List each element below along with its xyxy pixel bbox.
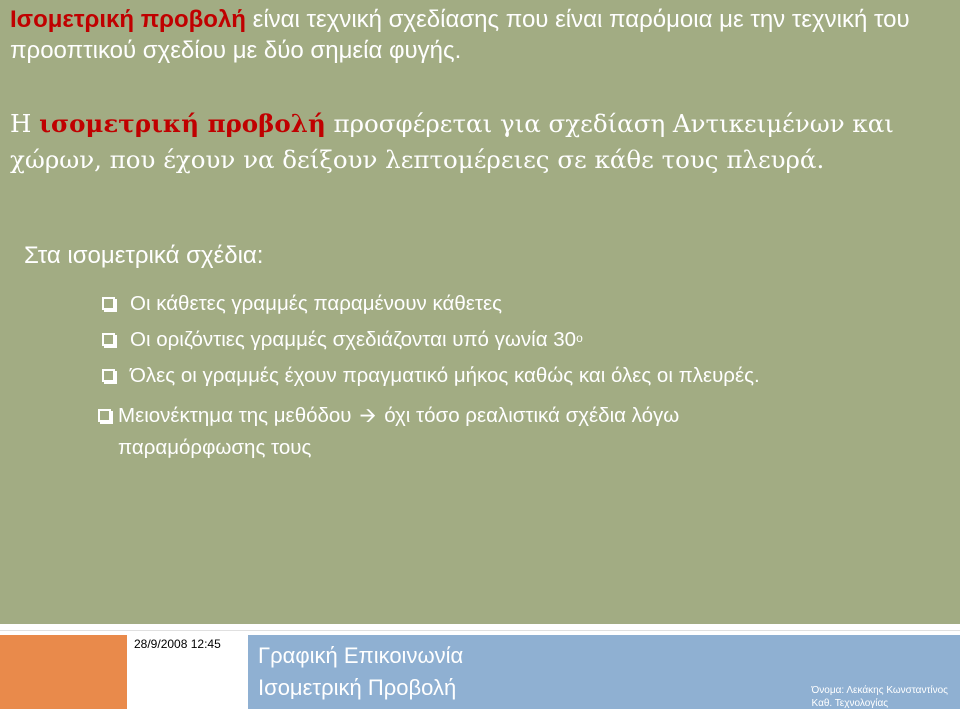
intro-paragraph	[10, 4, 950, 66]
bullet-text: Οι οριζόντιες γραμμές σχεδιάζονται υπό γωνία 30	[130, 328, 577, 351]
footer-divider	[0, 630, 960, 631]
footer-orange-block	[0, 635, 127, 709]
arrow-right-icon: 🡪	[359, 404, 377, 427]
intro-highlight: Ισομετρική προβολή	[10, 6, 246, 33]
footer-date: 28/9/2008 12:45	[134, 637, 221, 651]
checkbox-bullet-icon	[102, 369, 115, 382]
bullet-list	[102, 286, 942, 394]
purpose-text: προσφέρεται για σχεδίαση Αντικειμένων και χώρων, που έχουν να δείξουν λεπτομέρειες σε κάθε τους πλευρά.	[10, 109, 894, 174]
purpose-highlight: ισομετρική προβολή	[39, 109, 326, 138]
purpose-paragraph	[10, 106, 950, 178]
disadvantage-item	[98, 400, 858, 464]
footer-author-role: Καθ. Τεχνολογίας	[811, 698, 889, 709]
list-item	[102, 286, 942, 322]
disadvantage-text-line2: παραμόρφωσης τους	[118, 436, 312, 459]
footer-title-line2: Ισομετρική Προβολή	[258, 675, 457, 700]
bullet-text: Όλες οι γραμμές έχουν πραγματικό μήκος καθώς και όλες οι πλευρές.	[130, 364, 760, 387]
disadvantage-text: όχι τόσο ρεαλιστικά σχέδια λόγω	[384, 404, 680, 427]
footer-title-line1: Γραφική Επικοινωνία	[258, 643, 464, 668]
bullet-text: Οι κάθετες γραμμές παραμένουν κάθετες	[130, 292, 502, 315]
footer-author-name: Όνομα: Λεκάκης Κωνσταντίνος	[811, 685, 948, 696]
footer-title	[258, 640, 463, 704]
list-item	[102, 358, 942, 394]
checkbox-bullet-icon	[98, 409, 111, 422]
section-heading: Στα ισομετρικά σχέδια:	[24, 242, 264, 269]
degree-superscript: ο	[576, 331, 583, 345]
disadvantage-label: Μειονέκτημα της μεθόδου	[118, 404, 352, 427]
checkbox-bullet-icon	[102, 333, 115, 346]
list-item	[102, 322, 942, 358]
purpose-lead: Η	[10, 109, 40, 138]
checkbox-bullet-icon	[102, 297, 115, 310]
intro-text: είναι τεχνική σχεδίασης που είναι παρόμοια με την τεχνική του προοπτικού σχεδίου με δύο σημεία φυγής.	[10, 6, 910, 64]
footer-author	[812, 684, 948, 710]
